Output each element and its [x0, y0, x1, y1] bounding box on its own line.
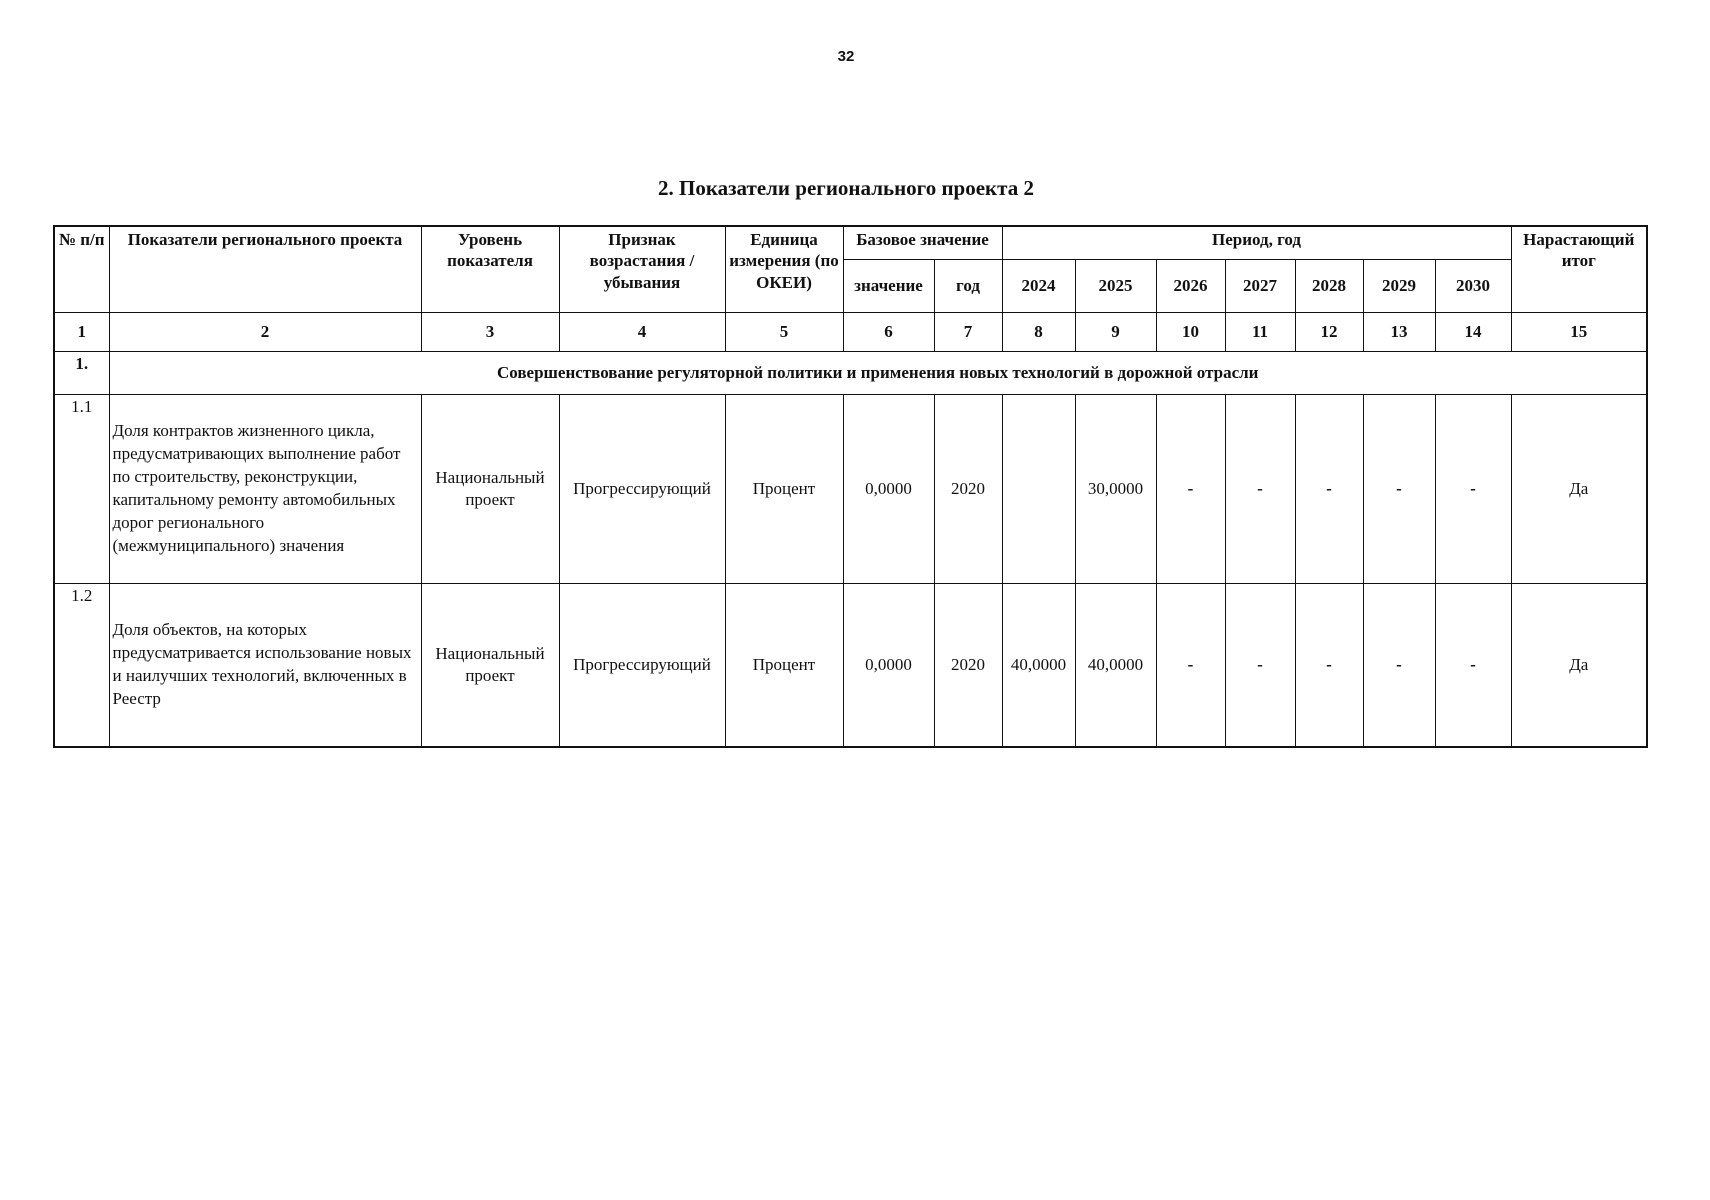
header-base-value: значение [843, 260, 934, 313]
indicator-name: Доля контрактов жизненного цикла, предусматривающих выполнение работ по строительству, реконструкции, капитальному ремонту автомобильных дорог регионального (межмуниципального) значения [109, 395, 421, 584]
value-2024 [1002, 395, 1075, 584]
column-number: 13 [1363, 313, 1435, 352]
table-row [54, 584, 1647, 748]
column-number: 9 [1075, 313, 1156, 352]
column-number: 10 [1156, 313, 1225, 352]
value-2027: - [1225, 395, 1295, 584]
header-year: 2025 [1075, 260, 1156, 313]
column-number: 8 [1002, 313, 1075, 352]
indicator-trend: Прогрессирующий [559, 584, 725, 748]
header-year: 2024 [1002, 260, 1075, 313]
section-title: Совершенствование регуляторной политики и применения новых технологий в дорожной отрасли [109, 352, 1647, 395]
header-unit: Единица измерения (по ОКЕИ) [725, 226, 843, 313]
column-number: 14 [1435, 313, 1511, 352]
value-2026: - [1156, 395, 1225, 584]
indicator-name: Доля объектов, на которых предусматривается использование новых и наилучших технологий, включенных в Реестр [109, 584, 421, 748]
value-2027: - [1225, 584, 1295, 748]
header-year: 2030 [1435, 260, 1511, 313]
row-number: 1.1 [54, 395, 109, 584]
column-numbers-row [54, 313, 1647, 352]
row-number: 1.2 [54, 584, 109, 748]
value-2028: - [1295, 395, 1363, 584]
indicators-table [53, 225, 1648, 748]
page-number: 32 [837, 48, 855, 65]
value-2029: - [1363, 395, 1435, 584]
header-no: № п/п [54, 226, 109, 313]
table-row [54, 395, 1647, 584]
header-indicator: Показатели регионального проекта [109, 226, 421, 313]
base-value: 0,0000 [843, 584, 934, 748]
cumulative-total: Да [1511, 584, 1647, 748]
header-base-year: год [934, 260, 1002, 313]
header-base: Базовое значение [843, 226, 1002, 260]
column-number: 5 [725, 313, 843, 352]
value-2030: - [1435, 584, 1511, 748]
column-number: 12 [1295, 313, 1363, 352]
column-number: 3 [421, 313, 559, 352]
column-number: 7 [934, 313, 1002, 352]
value-2025: 30,0000 [1075, 395, 1156, 584]
base-value: 0,0000 [843, 395, 934, 584]
indicator-unit: Процент [725, 584, 843, 748]
header-year: 2026 [1156, 260, 1225, 313]
header-year: 2028 [1295, 260, 1363, 313]
header-period: Период, год [1002, 226, 1511, 260]
column-number: 1 [54, 313, 109, 352]
indicator-trend: Прогрессирующий [559, 395, 725, 584]
section-number: 1. [54, 352, 109, 395]
header-year: 2027 [1225, 260, 1295, 313]
column-number: 11 [1225, 313, 1295, 352]
base-year: 2020 [934, 584, 1002, 748]
indicator-level: Национальный проект [421, 584, 559, 748]
header-trend: Признак возрастания / убывания [559, 226, 725, 313]
value-2028: - [1295, 584, 1363, 748]
header-row-top [54, 226, 1647, 260]
value-2030: - [1435, 395, 1511, 584]
indicator-level: Национальный проект [421, 395, 559, 584]
column-number: 4 [559, 313, 725, 352]
header-level: Уровень показателя [421, 226, 559, 313]
cumulative-total: Да [1511, 395, 1647, 584]
value-2029: - [1363, 584, 1435, 748]
column-number: 6 [843, 313, 934, 352]
document-title: 2. Показатели регионального проекта 2 [658, 176, 1034, 200]
header-cumulative: Нарастающий итог [1511, 226, 1647, 313]
section-row [54, 352, 1647, 395]
value-2026: - [1156, 584, 1225, 748]
base-year: 2020 [934, 395, 1002, 584]
value-2025: 40,0000 [1075, 584, 1156, 748]
header-year: 2029 [1363, 260, 1435, 313]
column-number: 2 [109, 313, 421, 352]
indicator-unit: Процент [725, 395, 843, 584]
value-2024: 40,0000 [1002, 584, 1075, 748]
column-number: 15 [1511, 313, 1647, 352]
